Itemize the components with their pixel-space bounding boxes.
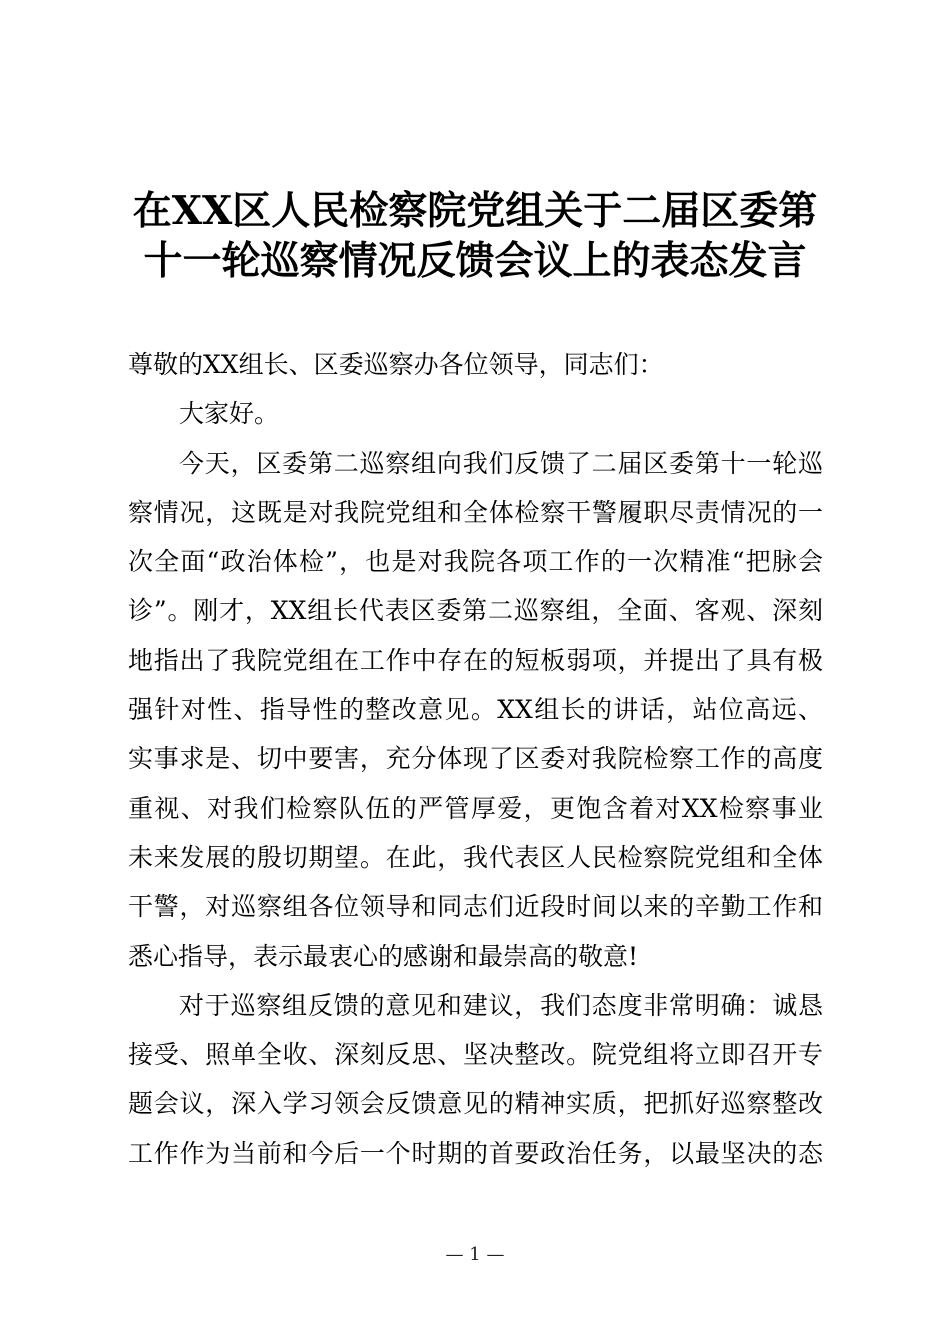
paragraph	[128, 981, 823, 1178]
text-line: 干警，对巡察组各位领导和同志们近段时间以来的辛勤工作和	[128, 892, 823, 922]
text-line: 实事求是、切中要害，充分体现了区委对我院检察工作的高度	[128, 744, 823, 774]
paragraph	[128, 340, 823, 389]
text-line: 次全面“政治体检”，也是对我院各项工作的一次精准“把脉会	[128, 547, 823, 577]
text-line: 对于巡察组反馈的意见和建议，我们态度非常明确：诚恳	[179, 990, 823, 1020]
text-line: 尊敬的XX组长、区委巡察办各位领导，同志们：	[128, 350, 664, 379]
text-line: 今天，区委第二巡察组向我们反馈了二届区委第十一轮巡	[179, 448, 823, 478]
text-line: 重视、对我们检察队伍的严管厚爱，更饱含着对XX检察事业	[128, 793, 823, 823]
text-line: 题会议，深入学习领会反馈意见的精神实质，把抓好巡察整改	[128, 1089, 823, 1119]
text-line: 接受、照单全收、深刻反思、坚决整改。院党组将立即召开专	[128, 1040, 823, 1070]
text-line: 悉心指导，表示最衷心的感谢和最崇高的敬意!	[128, 941, 639, 971]
document-title	[100, 186, 850, 286]
document-body	[128, 340, 823, 1178]
text-line: 未来发展的殷切期望。在此，我代表区人民检察院党组和全体	[128, 842, 823, 872]
text-line: 察情况，这既是对我院党组和全体检察干警履职尽责情况的一	[128, 497, 823, 527]
page-number: — 1 —	[445, 1244, 505, 1265]
text-line: 大家好。	[179, 399, 280, 429]
paragraph	[128, 439, 823, 981]
title-line: 在XX区人民检察院党组关于二届区委第	[132, 188, 818, 234]
text-line: 强针对性、指导性的整改意见。XX组长的讲话，站位高远、	[128, 695, 823, 725]
text-line: 工作作为当前和今后一个时期的首要政治任务，以最坚决的态	[128, 1138, 823, 1168]
text-line: 诊”。刚才，XX组长代表区委第二巡察组，全面、客观、深刻	[128, 596, 823, 626]
text-line: 地指出了我院党组在工作中存在的短板弱项，并提出了具有极	[128, 645, 823, 675]
title-line: 十一轮巡察情况反馈会议上的表态发言	[143, 238, 807, 284]
paragraph	[128, 389, 823, 438]
